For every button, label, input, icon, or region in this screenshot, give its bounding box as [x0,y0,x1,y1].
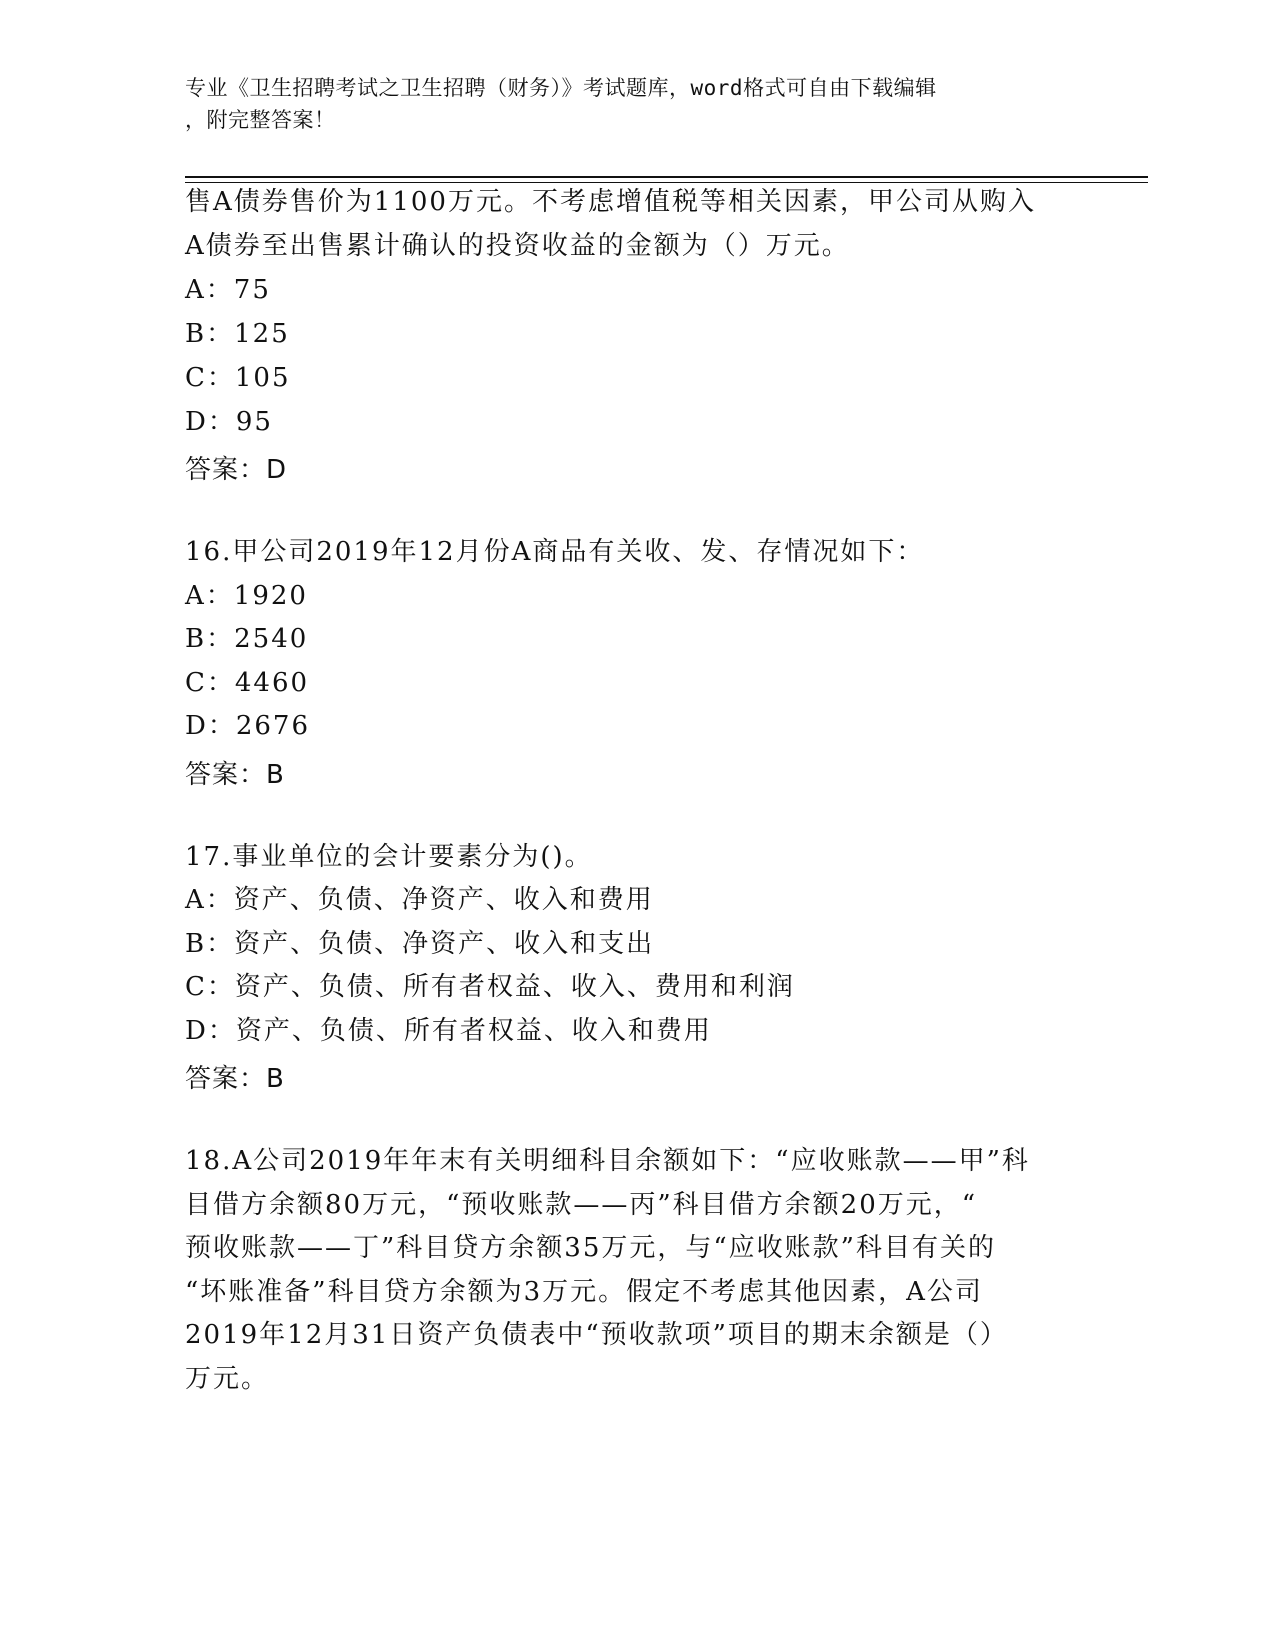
header-divider-thin [185,182,1148,183]
q15-option-b: B：125 [185,319,290,349]
q15-stem-line-1: 售A债券售价为1100万元。不考虑增值税等相关因素，甲公司从购入 [185,187,1036,217]
header-divider-thick [185,176,1148,178]
q17-stem-line-1: 17.事业单位的会计要素分为()。 [185,842,593,872]
q16-option-d: D：2676 [185,711,311,741]
q18-stem-line-4: “坏账准备”科目贷方余额为3万元。假定不考虑其他因素，A公司 [185,1277,983,1307]
q17-answer: 答案：B [185,1064,285,1094]
q16-stem-line-1: 16.甲公司2019年12月份A商品有关收、发、存情况如下： [185,537,925,567]
header-line-2: ，附完整答案！ [185,108,336,132]
q18-stem-line-2: 目借方余额80万元，“预收账款——丙”科目借方余额20万元，“ [185,1190,978,1220]
document-header [185,72,1065,136]
q15-stem-line-2: A债券至出售累计确认的投资收益的金额为（）万元。 [185,231,850,261]
q16-option-a: A：1920 [185,581,308,611]
q18-stem-line-3: 预收账款——丁”科目贷方余额35万元，与“应收账款”科目有关的 [185,1233,996,1263]
q16-answer: 答案：B [185,760,285,790]
q15-option-a: A：75 [185,275,271,305]
q17-option-a: A：资产、负债、净资产、收入和费用 [185,885,654,915]
q15-answer: 答案：D [185,455,288,485]
q17-option-d: D：资产、负债、所有者权益、收入和费用 [185,1016,712,1046]
q15-option-d: D：95 [185,407,273,437]
q18-stem-line-1: 18.A公司2019年年末有关明细科目余额如下：“应收账款——甲”科 [185,1146,1030,1176]
q16-option-c: C：4460 [185,668,310,698]
q15-option-c: C：105 [185,363,291,393]
q18-stem-line-5: 2019年12月31日资产负债表中“预收款项”项目的期末余额是（） [185,1320,1008,1350]
header-line-1: 专业《卫生招聘考试之卫生招聘（财务）》考试题库，word格式可自由下载编辑 [185,76,937,100]
q18-stem-line-6: 万元。 [185,1364,270,1394]
q17-option-b: B：资产、负债、净资产、收入和支出 [185,929,655,959]
q17-option-c: C：资产、负债、所有者权益、收入、费用和利润 [185,972,795,1002]
q16-option-b: B：2540 [185,624,309,654]
